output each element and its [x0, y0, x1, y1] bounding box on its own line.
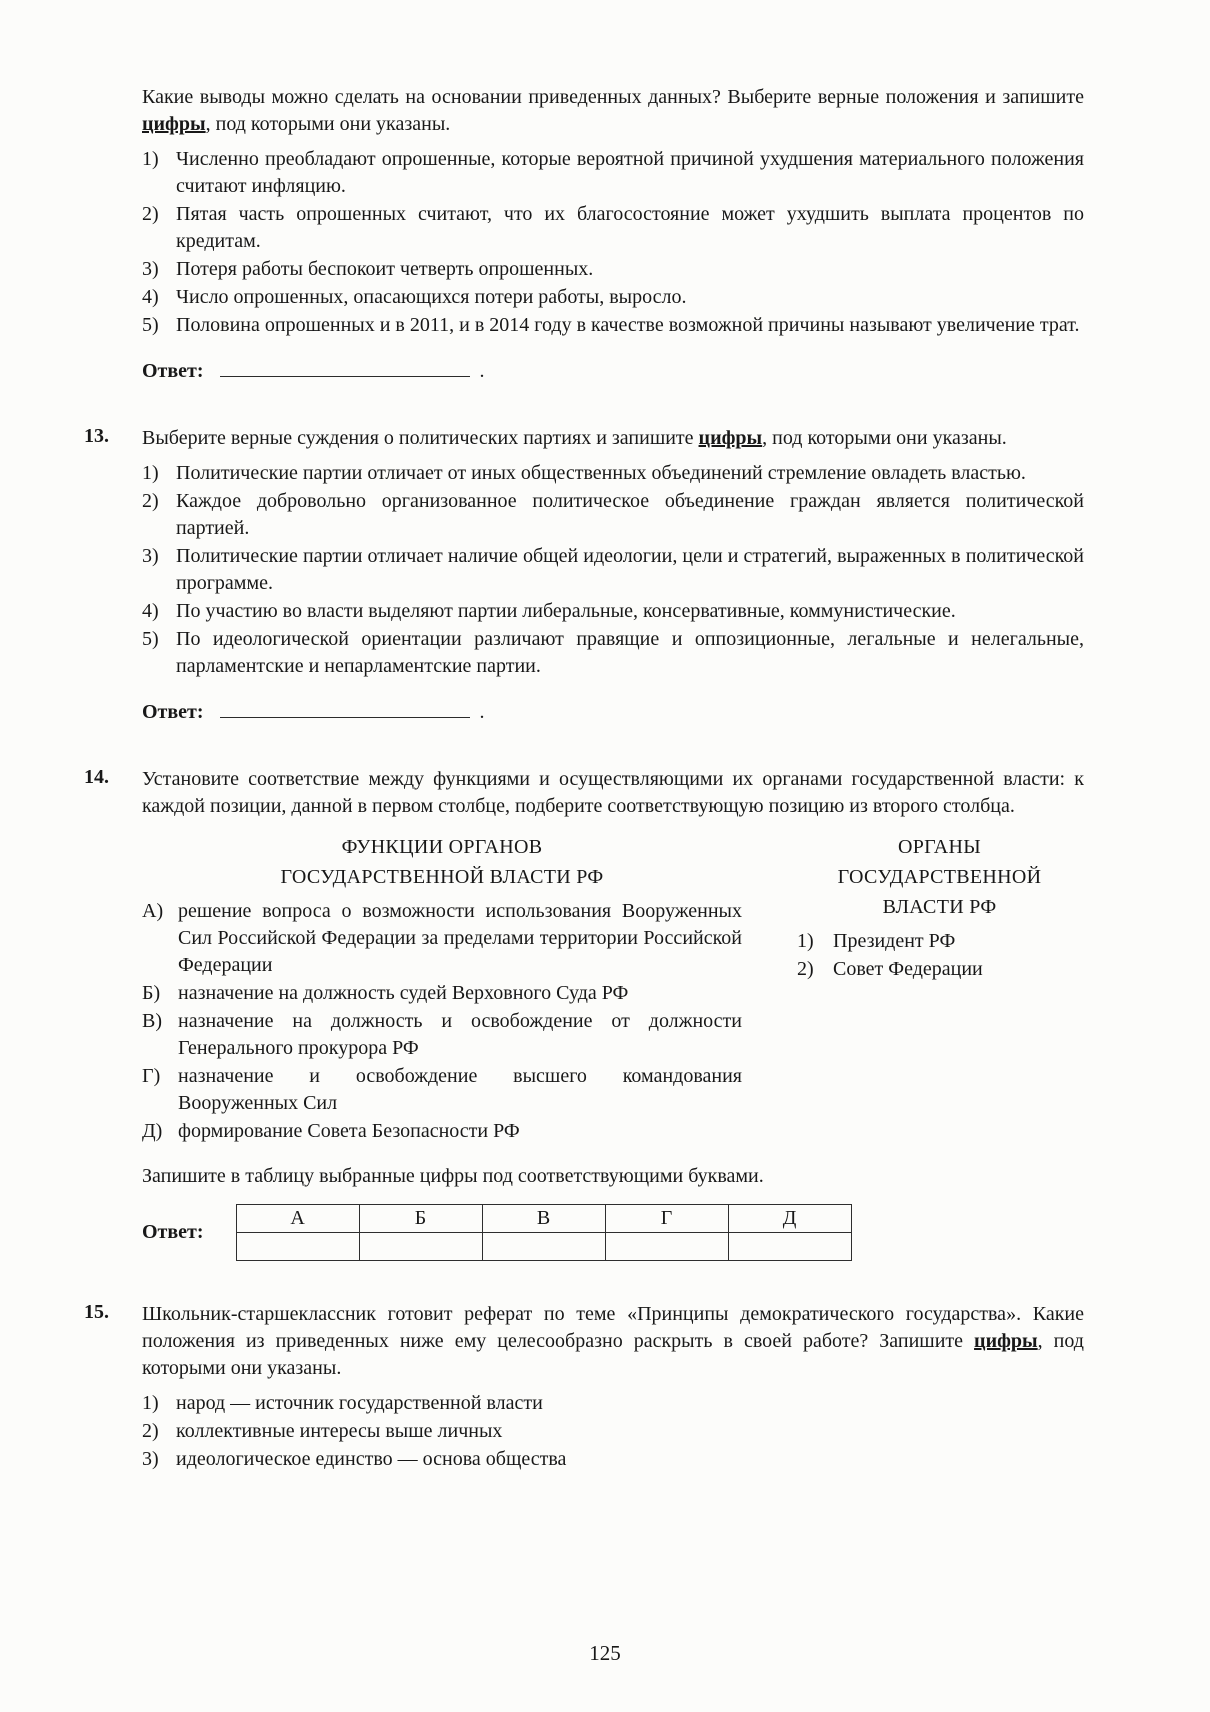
answer-cell	[482, 1233, 605, 1261]
answer-table-header-cell: Г	[605, 1205, 728, 1233]
table-instruction: Запишите в таблицу выбранные цифры под соответствующими буквами.	[142, 1165, 764, 1187]
option-number: 5)	[142, 314, 159, 336]
option-item	[142, 1390, 1084, 1417]
question-14	[84, 766, 1084, 1261]
question-15-text	[142, 1301, 1084, 1382]
question-12-continuation	[142, 84, 1084, 385]
function-item	[142, 980, 742, 1007]
organ-text: Совет Федерации	[833, 958, 983, 980]
option-number: 2)	[142, 490, 159, 512]
question-12-text	[142, 84, 1084, 138]
option-text: Каждое добровольно организованное политическое объединение граждан является политической партией.	[176, 490, 1084, 539]
option-item	[142, 312, 1084, 339]
organs-header-line-2: ВЛАСТИ РФ	[882, 896, 997, 918]
function-text: формирование Совета Безопасности РФ	[178, 1120, 520, 1142]
emphasis-word: цифры	[142, 113, 206, 135]
option-text: По участию во власти выделяют партии либеральные, консервативные, коммунистические.	[176, 600, 956, 622]
question-12-intro-post: , под которыми они указаны.	[205, 113, 451, 135]
option-item	[142, 1418, 1084, 1445]
answer-blank	[220, 696, 470, 718]
function-text: решение вопроса о возможности использования Вооруженных Сил Российской Федерации за пределами территории Российской Федерации	[178, 900, 742, 976]
answer-line	[142, 355, 1084, 385]
organs-column	[797, 832, 1082, 1145]
answer-label: Ответ:	[142, 360, 204, 382]
option-number: 4)	[142, 600, 159, 622]
functions-header-line-2: ГОСУДАРСТВЕННОЙ ВЛАСТИ РФ	[280, 866, 604, 888]
question-13-options	[142, 460, 1084, 680]
answer-label: Ответ:	[142, 1221, 204, 1243]
function-text: назначение на должность и освобождение от должности Генерального прокурора РФ	[178, 1010, 742, 1059]
option-number: 5)	[142, 628, 159, 650]
emphasis-word: цифры	[974, 1330, 1038, 1352]
option-text: По идеологической ориентации различают правящие и оппозиционные, легальные и нелегальные, парламентские и непарламентские партии.	[176, 628, 1084, 677]
answer-table	[236, 1204, 852, 1261]
answer-table-header-row	[236, 1205, 851, 1233]
organ-number: 2)	[797, 958, 814, 980]
question-number: 14.	[84, 766, 109, 788]
answer-label: Ответ:	[142, 701, 204, 723]
option-text: коллективные интересы выше личных	[176, 1420, 503, 1442]
function-letter: В)	[142, 1010, 162, 1032]
question-15-intro-pre: Школьник-старшеклассник готовит реферат по теме «Принципы демократического государства». Какие положения из приведенных ниже ему целесообразно раскрыть в своей работе? Запишите	[142, 1303, 1084, 1352]
option-number: 1)	[142, 1392, 159, 1414]
function-letter: Д)	[142, 1120, 163, 1142]
page-number: 125	[589, 1641, 621, 1665]
question-13-intro-pre: Выберите верные суждения о политических партиях и запишите	[142, 427, 699, 449]
option-text: Численно преобладают опрошенные, которые вероятной причиной ухудшения материального положения считают инфляцию.	[176, 148, 1084, 197]
answer-period: .	[479, 701, 485, 723]
answer-table-header-cell: А	[236, 1205, 359, 1233]
option-item	[142, 460, 1084, 487]
option-item	[142, 201, 1084, 255]
answer-period: .	[479, 360, 485, 382]
function-letter: Б)	[142, 982, 161, 1004]
function-letter: Г)	[142, 1065, 161, 1087]
organ-item	[797, 928, 1082, 955]
question-13-intro-post: , под которыми они указаны.	[762, 427, 1007, 449]
organ-number: 1)	[797, 930, 814, 952]
answer-blank	[220, 355, 470, 377]
answer-line	[142, 696, 1084, 726]
answer-table-header-cell: Б	[359, 1205, 482, 1233]
option-text: Половина опрошенных и в 2011, и в 2014 году в качестве возможной причины называют увеличение трат.	[176, 314, 1080, 336]
answer-cell	[359, 1233, 482, 1261]
function-text: назначение и освобождение высшего командования Вооруженных Сил	[178, 1065, 742, 1114]
option-number: 2)	[142, 1420, 159, 1442]
option-text: Число опрошенных, опасающихся потери работы, выросло.	[176, 286, 687, 308]
function-item	[142, 1118, 742, 1145]
functions-column-header	[142, 832, 742, 892]
option-number: 4)	[142, 286, 159, 308]
question-13	[84, 425, 1084, 726]
question-number: 13.	[84, 425, 109, 447]
function-item	[142, 898, 742, 979]
matching-columns	[142, 832, 1084, 1145]
option-number: 1)	[142, 148, 159, 170]
answer-cell	[236, 1233, 359, 1261]
functions-header-line-1: ФУНКЦИИ ОРГАНОВ	[341, 836, 543, 858]
option-item	[142, 1446, 1084, 1473]
functions-column	[142, 832, 742, 1145]
option-item	[142, 488, 1084, 542]
question-15	[84, 1301, 1084, 1473]
option-text: Пятая часть опрошенных считают, что их благосостояние может ухудшить выплата процентов по кредитам.	[176, 203, 1084, 252]
organ-item	[797, 956, 1082, 983]
answer-cell	[728, 1233, 851, 1261]
option-text: Политические партии отличает от иных общественных объединений стремление овладеть властью.	[176, 462, 1026, 484]
option-text: идеологическое единство — основа общества	[176, 1448, 567, 1470]
option-number: 3)	[142, 1448, 159, 1470]
option-item	[142, 256, 1084, 283]
option-item	[142, 146, 1084, 200]
option-item	[142, 598, 1084, 625]
option-number: 1)	[142, 462, 159, 484]
answer-table-header-cell: Д	[728, 1205, 851, 1233]
option-text: Потеря работы беспокоит четверть опрошенных.	[176, 258, 594, 280]
option-number: 2)	[142, 203, 159, 225]
question-13-text	[142, 425, 1084, 452]
answer-table-header-cell: В	[482, 1205, 605, 1233]
emphasis-word: цифры	[698, 427, 763, 449]
option-item	[142, 626, 1084, 680]
option-number: 3)	[142, 545, 159, 567]
function-item	[142, 1063, 742, 1117]
answer-table-empty-row	[236, 1233, 851, 1261]
question-12-intro-pre: Какие выводы можно сделать на основании приведенных данных? Выберите верные положения и запишите	[142, 86, 1084, 108]
function-item	[142, 1008, 742, 1062]
option-item	[142, 284, 1084, 311]
option-text: Политические партии отличает наличие общей идеологии, цели и стратегий, выраженных в политической программе.	[176, 545, 1084, 594]
question-12-options	[142, 146, 1084, 339]
answer-cell	[605, 1233, 728, 1261]
question-number: 15.	[84, 1301, 109, 1323]
option-text: народ — источник государственной власти	[176, 1392, 543, 1414]
function-letter: А)	[142, 900, 164, 922]
question-15-options	[142, 1390, 1084, 1473]
option-item	[142, 543, 1084, 597]
organ-text: Президент РФ	[833, 930, 956, 952]
organs-column-header	[797, 832, 1082, 922]
question-15-intro-post: , под которыми они указаны.	[142, 1330, 1084, 1379]
organs-header-line-1: ОРГАНЫ ГОСУДАРСТВЕННОЙ	[837, 836, 1042, 888]
answer-table-row	[142, 1204, 1084, 1261]
option-number: 3)	[142, 258, 159, 280]
function-text: назначение на должность судей Верховного Суда РФ	[178, 982, 629, 1004]
question-14-text: Установите соответствие между функциями и осуществляющими их органами государственной власти: к каждой позиции, данной в первом столбце, подберите соответствующую позицию из второго столбца.	[142, 768, 1084, 817]
